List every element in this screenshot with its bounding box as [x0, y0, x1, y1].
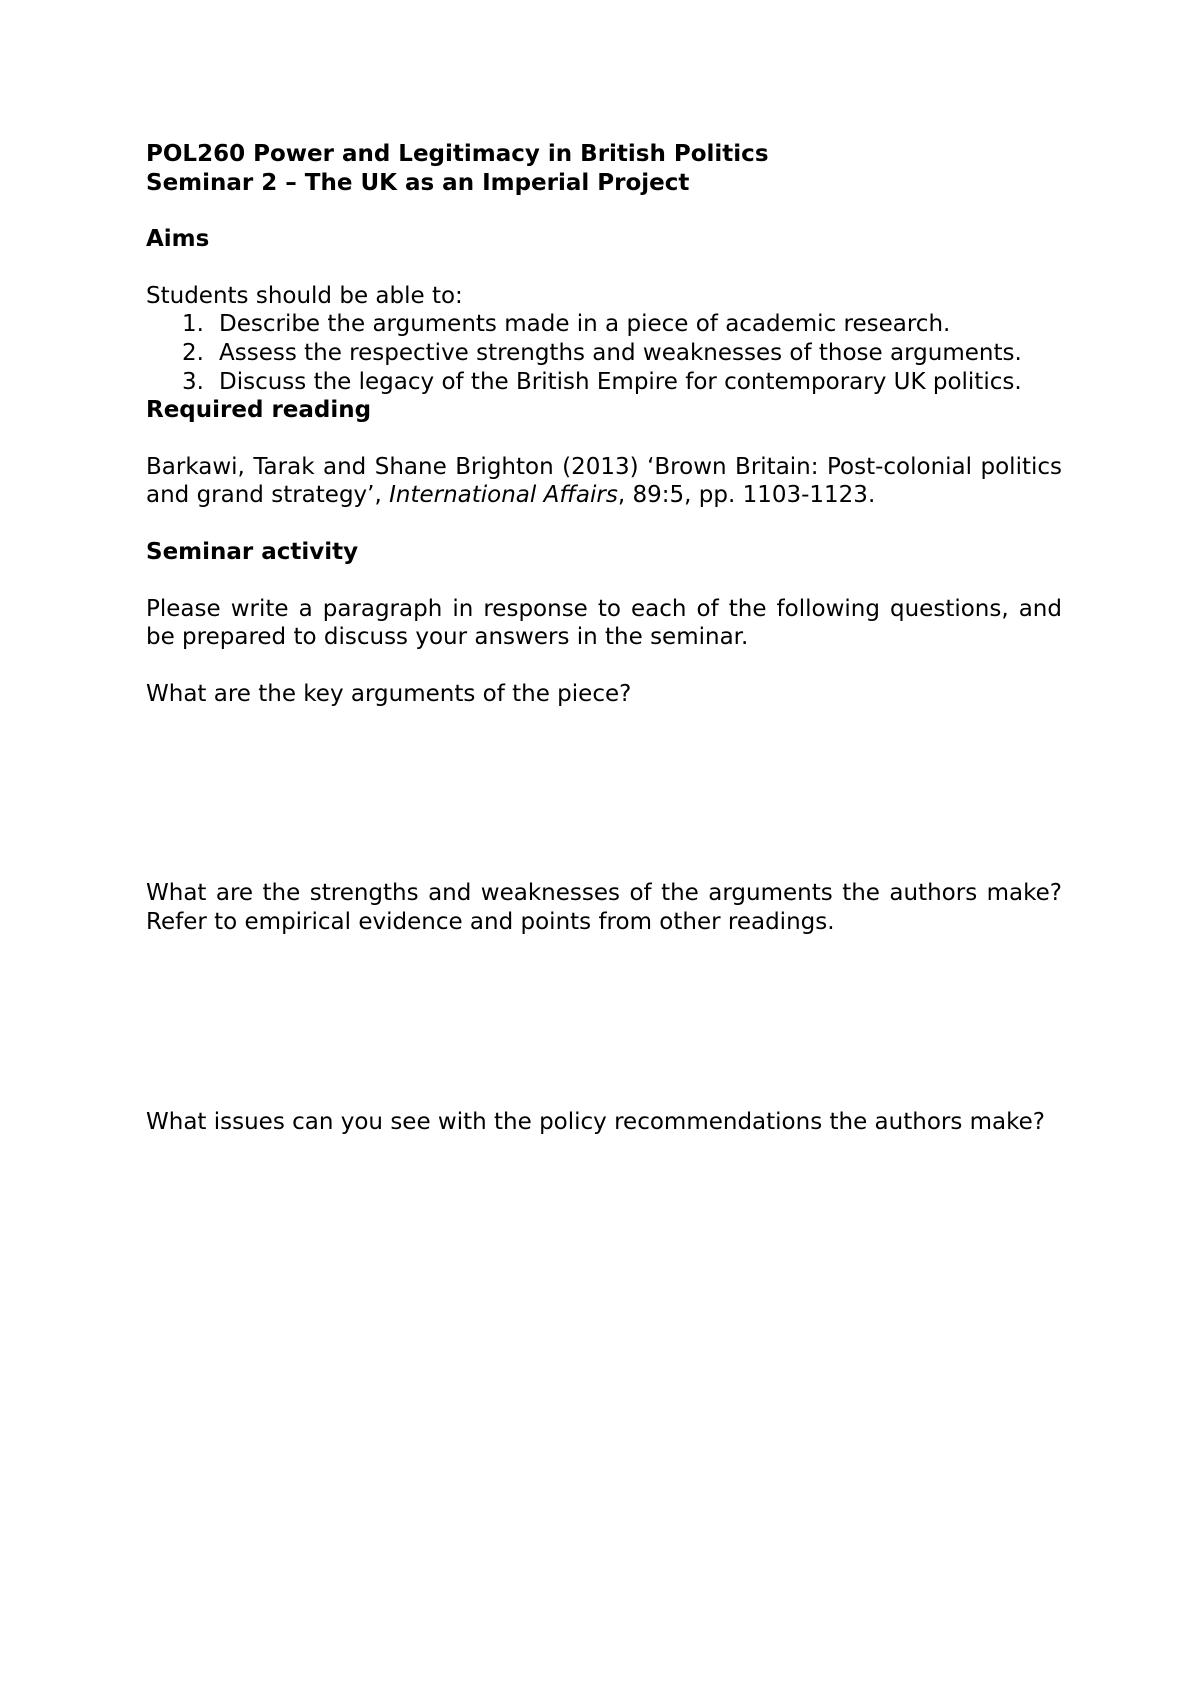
journal-name: International Affairs	[389, 482, 618, 509]
aims-list	[146, 310, 1062, 396]
aims-item-text: Assess the respective strengths and weaknesses of those arguments.	[219, 339, 1022, 366]
activity-instructions: Please write a paragraph in response to each of the following questions, and be prepared to discuss your answers in the seminar.	[146, 595, 1062, 651]
aims-item-number: 1.	[182, 311, 204, 338]
aims-list-item	[146, 339, 1062, 368]
aims-item-text: Discuss the legacy of the British Empire for contemporary UK politics.	[219, 368, 1022, 395]
question-3: What issues can you see with the policy recommendations the authors make?	[146, 1108, 1045, 1135]
answer-space	[146, 708, 1062, 879]
course-title: POL260 Power and Legitimacy in British Politics	[146, 141, 769, 167]
reading-heading: Required reading	[146, 397, 372, 424]
answer-space	[146, 937, 1062, 1108]
aims-list-item	[146, 368, 1062, 397]
aims-intro: Students should be able to:	[146, 282, 463, 309]
citation-details: , 89:5, pp. 1103-1123.	[617, 482, 876, 509]
aims-heading: Aims	[146, 226, 210, 253]
question-1: What are the key arguments of the piece?	[146, 680, 632, 707]
aims-item-number: 3.	[182, 368, 204, 395]
citation-text: Barkawi, Tarak and Shane Brighton (2013) ‘Brown Britain: Post-colonial politics and grand strategy’,	[146, 453, 1062, 509]
aims-list-item	[146, 310, 1062, 339]
aims-item-text: Describe the arguments made in a piece of academic research.	[219, 311, 951, 338]
document-page	[146, 140, 1062, 1136]
aims-item-number: 2.	[182, 339, 204, 366]
activity-heading: Seminar activity	[146, 538, 359, 565]
seminar-title: Seminar 2 – The UK as an Imperial Project	[146, 169, 690, 196]
question-2: What are the strengths and weaknesses of the arguments the authors make? Refer to empirical evidence and points from other readings.	[146, 880, 1062, 935]
reading-citation	[146, 453, 1062, 510]
